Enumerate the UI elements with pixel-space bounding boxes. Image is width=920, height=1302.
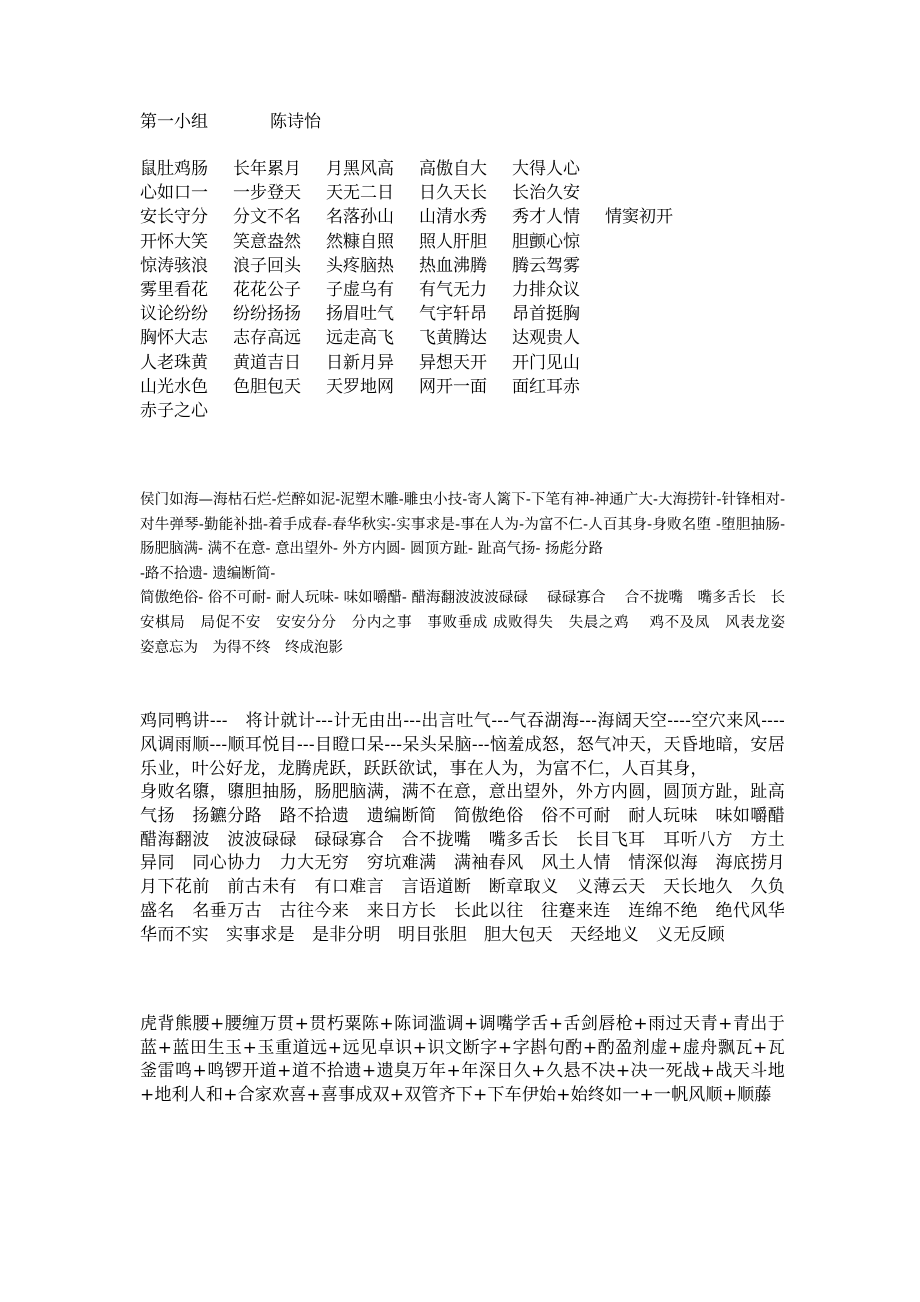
idiom-cell: 笑意盎然 [233,231,301,252]
idiom-row [140,157,785,181]
idiom-cell: 秀才人情 [512,207,580,228]
idiom-row [140,205,785,229]
idiom-cell: 长治久安 [512,183,580,204]
idiom-chain-section-2 [140,488,814,660]
idiom-cell: 志存高远 [233,328,301,349]
idiom-cell: 心如口一 [140,183,208,204]
idiom-row [140,278,785,302]
idiom-cell: 子虚乌有 [326,279,394,300]
idiom-cell: 气宇轩昂 [419,304,487,325]
group-label: 第一小组 [140,112,208,132]
idiom-cell: 长年累月 [233,159,301,179]
header [140,110,785,134]
idiom-chain-section-3 [140,710,803,947]
idiom-row [140,326,785,350]
idiom-cell: 浪子回头 [233,255,301,276]
idiom-row [140,375,785,399]
idiom-cell: 一步登天 [233,183,301,204]
paragraph: 侯门如海—海枯石烂-烂醉如泥-泥塑木雕-雕虫小技-寄人篱下-下笔有神-神通广大-大海捞针-针锋相对-对牛弹琴-勤能补拙-着手成春-春华秋实-实事求是-事在人为-为富不仁-人百其身-身败名堕 -堕胆抽肠- 肠肥脑满- 满不在意- 意出望外- 外方内圆- 圆顶方趾- 趾高气扬- 扬彪分路 [140,492,785,558]
paragraph: 简傲绝俗- 俗不可耐- 耐人玩味- 味如嚼醋- 醋海翻波波波碌碌 碌碌寡合 合不拢嘴 嘴多舌长 长 安棋局 局促不安 安安分分 分内之事 事败垂成 成败得失 失晨之鸡 鸡不及凤 风表龙姿 姿意忘为 为得不终 终成泡影 [140,590,814,656]
idiom-cell: 大得人心 [512,159,580,179]
idiom-cell: 安长守分 [140,207,208,228]
idiom-chain-section-4 [140,1013,785,1107]
idiom-cell: 扬眉吐气 [326,304,394,325]
idiom-cell: 照人肝胆 [419,231,487,252]
idiom-cell: 色胆包天 [233,376,301,397]
paragraph: 鸡同鸭讲--- 将计就计---计无由出---出言吐气---气吞湖海---海阔天空----空穴来风----风调雨顺---顺耳悦目---目瞪口呆---呆头呆脑---恼羞成怒，怒气冲天，天昏地暗，安居乐业，叶公好龙，龙腾虎跃，跃跃欲试，事在人为，为富不仁，人百其身， [140,711,785,779]
idiom-cell: 胸怀大志 [140,328,208,349]
idiom-cell: 鼠肚鸡肠 [140,159,208,179]
idiom-cell: 腾云驾雾 [512,255,580,276]
idiom-cell: 飞黄腾达 [419,328,487,349]
idiom-cell: 达观贵人 [512,328,580,349]
idiom-cell: 纷纷扬扬 [233,304,301,325]
idiom-cell: 日久天长 [419,183,487,204]
idiom-row [140,254,785,278]
idiom-row [140,230,785,254]
idiom-cell: 有气无力 [419,279,487,300]
idiom-row [140,399,785,423]
idiom-cell: 赤子之心 [140,400,208,421]
idiom-cell: 胆颤心惊 [512,231,580,252]
idiom-cell: 开门见山 [512,352,580,373]
idiom-cell: 月黑风高 [326,159,394,179]
idiom-row [140,181,785,205]
idiom-cell: 然糠自照 [326,231,394,252]
author-name: 陈诗怡 [270,112,321,132]
document-page [140,110,814,1108]
paragraph: 虎背熊腰+腰缠万贯+贯朽粟陈+陈词滥调+调嘴学舌+舌剑唇枪+雨过天青+青出于蓝+蓝田生玉+玉重道远+远见卓识+识文断字+字斟句酌+酌盈剂虚+虚舟飘瓦+瓦釜雷鸣+鸣锣开道+道不拾遗+遗臭万年+年深日久+久悬不决+决一死战+战天斗地+地利人和+合家欢喜+喜事成双+双管齐下+下车伊始+始终如一+一帆风顺+顺藤 [140,1014,785,1106]
idiom-cell: 远走高飞 [326,328,394,349]
idiom-cell: 山光水色 [140,376,208,397]
idiom-cell: 昂首挺胸 [512,304,580,325]
idiom-cell: 分文不名 [233,207,301,228]
idiom-cell: 热血沸腾 [419,255,487,276]
idiom-cell: 头疼脑热 [326,255,394,276]
idiom-cell: 黄道吉日 [233,352,301,373]
idiom-cell: 惊涛骇浪 [140,255,208,276]
idiom-row [140,351,785,375]
idiom-cell: 天无二日 [326,183,394,204]
idiom-cell: 开怀大笑 [140,231,208,252]
idiom-cell: 议论纷纷 [140,304,208,325]
idiom-cell: 天罗地网 [326,376,394,397]
idiom-cell: 面红耳赤 [512,376,580,397]
idiom-cell: 网开一面 [419,376,487,397]
idiom-cell: 名落孙山 [326,207,394,228]
idiom-row [140,302,785,326]
paragraph: -路不拾遗- 遗编断简- [140,565,276,582]
idiom-cell: 花花公子 [233,279,301,300]
idiom-cell: 雾里看花 [140,279,208,300]
idiom-cell: 日新月异 [326,352,394,373]
paragraph: 身败名隳，隳胆抽肠，肠肥脑满，满不在意，意出望外，外方内圆，圆顶方趾，趾高气扬 扬鑣分路 路不拾遗 遗编断简 简傲绝俗 俗不可耐 耐人玩味 味如嚼醋 醋海翻波 波波碌碌 碌碌寡合 合不拢嘴 嘴多舌长 长目飞耳 耳听八方 方土异同 同心协力 力大无穷 穷坑难满 满袖春风 风土人情 情深似海 海底捞月 月下花前 前古未有 有口难言 言语道断 断章取义 义薄云天 天长地久 久负盛名 名垂万古 古往今来 来日方长 长此以往 往蹇来连 连绵不绝 绝代风华 华而不实 实事求是 是非分明 明目张胆 胆大包天 天经地义 义无反顾 [140,782,803,945]
idiom-cell: 异想天开 [419,352,487,373]
idiom-cell: 力排众议 [512,279,580,300]
idiom-cell: 山清水秀 [419,207,487,228]
idiom-grid [140,157,785,423]
idiom-cell: 高傲自大 [419,159,487,179]
idiom-cell: 情窦初开 [605,207,673,228]
idiom-cell: 人老珠黄 [140,352,208,373]
